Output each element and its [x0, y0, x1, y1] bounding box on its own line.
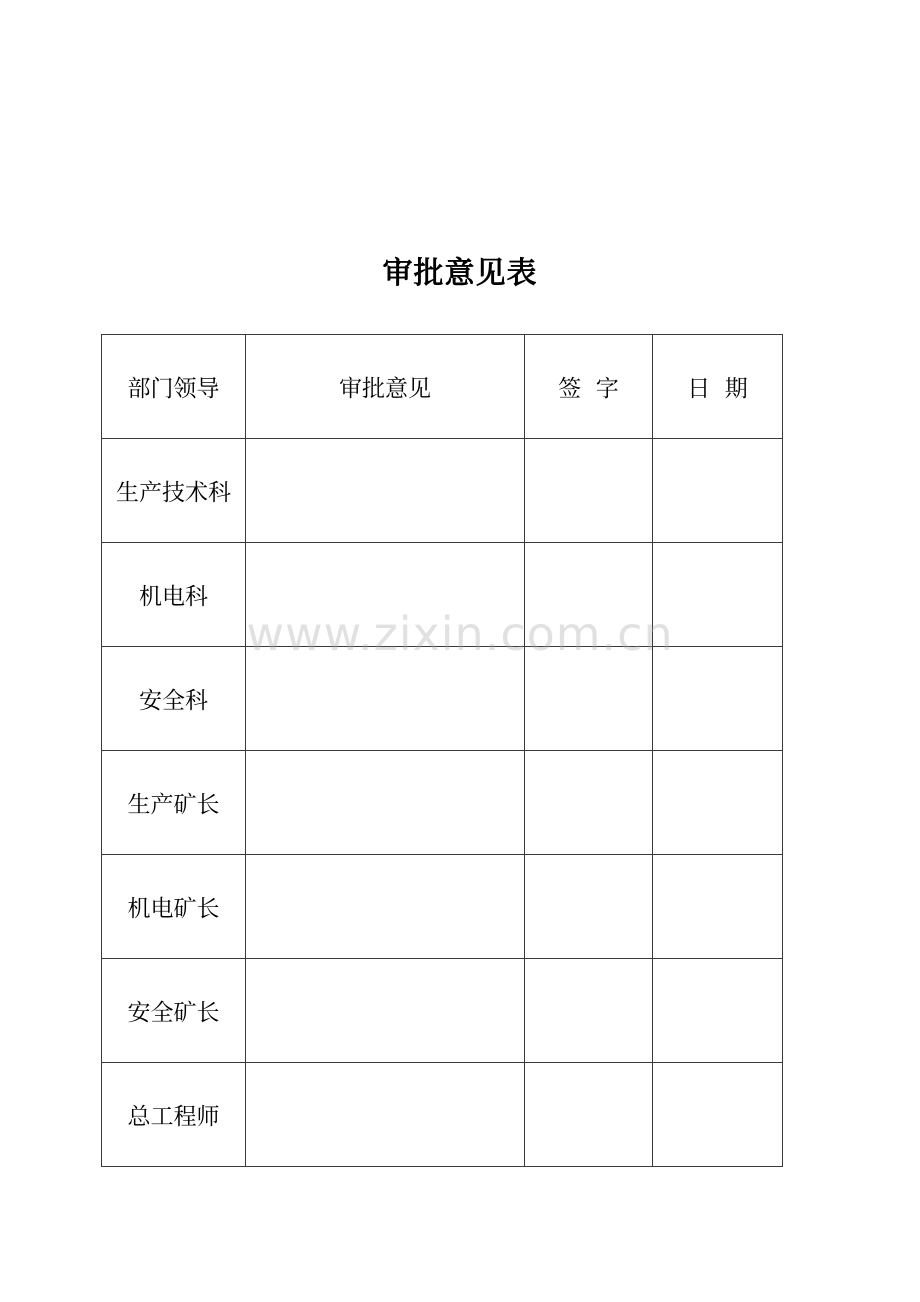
watermark: www.zixin.com.cn [246, 607, 674, 661]
table-row [102, 1063, 783, 1167]
signature-cell[interactable] [525, 647, 653, 751]
header-signature: 签 字 [525, 335, 653, 439]
table-row [102, 647, 783, 751]
opinion-cell[interactable] [246, 751, 525, 855]
opinion-cell[interactable] [246, 855, 525, 959]
signature-cell[interactable] [525, 751, 653, 855]
opinion-cell[interactable] [246, 647, 525, 751]
date-cell[interactable] [653, 855, 783, 959]
date-cell[interactable] [653, 1063, 783, 1167]
table-row [102, 855, 783, 959]
signature-cell[interactable] [525, 439, 653, 543]
header-department: 部门领导 [102, 335, 246, 439]
table-row [102, 959, 783, 1063]
header-date: 日 期 [653, 335, 783, 439]
signature-cell[interactable] [525, 959, 653, 1063]
table-row [102, 543, 783, 647]
page-title: 审批意见表 [382, 256, 538, 291]
department-cell: 机电科 [102, 543, 246, 647]
date-cell[interactable] [653, 543, 783, 647]
header-opinion: 审批意见 [246, 335, 525, 439]
department-cell: 安全矿长 [102, 959, 246, 1063]
opinion-cell[interactable] [246, 439, 525, 543]
opinion-cell[interactable] [246, 543, 525, 647]
signature-cell[interactable] [525, 1063, 653, 1167]
table-header-row [102, 335, 783, 439]
opinion-cell[interactable] [246, 959, 525, 1063]
department-cell: 安全科 [102, 647, 246, 751]
department-cell: 总工程师 [102, 1063, 246, 1167]
date-cell[interactable] [653, 751, 783, 855]
department-cell: 机电矿长 [102, 855, 246, 959]
date-cell[interactable] [653, 647, 783, 751]
department-cell: 生产技术科 [102, 439, 246, 543]
department-cell: 生产矿长 [102, 751, 246, 855]
table-row [102, 751, 783, 855]
date-cell[interactable] [653, 959, 783, 1063]
opinion-cell[interactable] [246, 1063, 525, 1167]
approval-table [101, 334, 783, 1167]
signature-cell[interactable] [525, 543, 653, 647]
signature-cell[interactable] [525, 855, 653, 959]
table-row [102, 439, 783, 543]
date-cell[interactable] [653, 439, 783, 543]
